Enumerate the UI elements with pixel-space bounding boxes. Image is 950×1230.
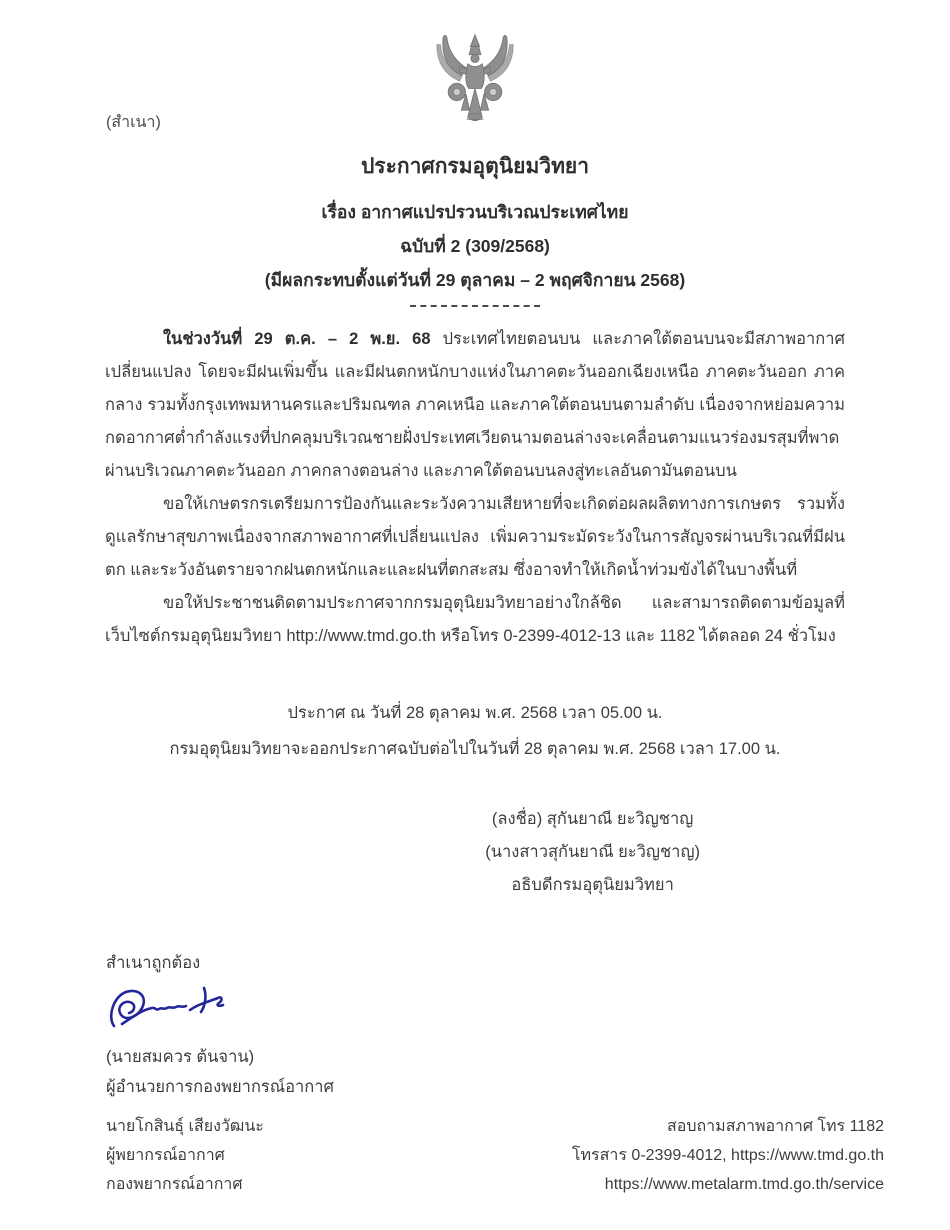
contact-fax-website-line: โทรสาร 0-2399-4012, https://www.tmd.go.th [571, 1147, 884, 1164]
document-subject: เรื่อง อากาศแปรปรวนบริเวณประเทศไทย [321, 202, 629, 222]
document-footer [106, 1112, 884, 1199]
body-paragraph-3: ขอให้ประชาชนติดตามประกาศจากกรมอุตุนิยมวิทยาอย่างใกล้ชิด และสามารถติดตามข้อมูลที่เว็บไซต์กรมอุตุนิยมวิทยา http://www.tmd.go.th หรือโทร 0-2399-4012-13 และ 1182 ได้ตลอด 24 ชั่วโมง [105, 594, 845, 645]
forecaster-position: ผู้พยากรณ์อากาศ [106, 1147, 225, 1164]
document-effective-period: (มีผลกระทบตั้งแต่วันที่ 29 ตุลาคม – 2 พฤศจิกายน 2568) [264, 270, 686, 290]
paragraph-1-date-range: ในช่วงวันที่ 29 ต.ค. – 2 พ.ย. 68 [163, 330, 431, 348]
issued-date-line: ประกาศ ณ วันที่ 28 ตุลาคม พ.ศ. 2568 เวลา 05.00 น. [287, 704, 663, 722]
signer-name: (นางสาวสุกันยาณี ยะวิญชาญ) [485, 843, 700, 861]
body-paragraph-1 [105, 323, 845, 488]
document-issue-number: ฉบับที่ 2 (309/2568) [400, 236, 550, 256]
handwritten-signature-icon [108, 982, 950, 1040]
certifier-position: ผู้อำนวยการกองพยากรณ์อากาศ [106, 1078, 335, 1096]
body-paragraph-2: ขอให้เกษตรกรเตรียมการป้องกันและระวังความเสียหายที่จะเกิดต่อผลผลิตทางการเกษตร รวมทั้งดูแลรักษาสุขภาพเนื่องจากสภาพอากาศที่เปลี่ยนแปลง เพิ่มความระมัดระวังในการสัญจรผ่านบริเวณที่มีฝนตก และระวังอันตรายจากฝนตกหนักและและฝนที่ตกสะสม ซึ่งอาจทำให้เกิดน้ำท่วมขังได้ในบางพื้นที่ [105, 495, 845, 579]
forecaster-name: นายโกสินธุ์ เสียงวัฒนะ [106, 1118, 264, 1135]
header-separator [410, 305, 540, 307]
issued-block [0, 695, 950, 767]
copy-label: (สำเนา) [106, 114, 161, 131]
signer-block [485, 803, 700, 902]
document-header [0, 150, 950, 307]
garuda-emblem-icon [425, 30, 525, 138]
paragraph-1-text: ประเทศไทยตอนบน และภาคใต้ตอนบนจะมีสภาพอากาศเปลี่ยนแปลง โดยจะมีฝนเพิ่มขึ้น และมีฝนตกหนักบางแห่งในภาคตะวันออกเฉียงเหนือ ภาคตะวันออก ภาคกลาง รวมทั้งกรุงเทพมหานครและปริมณฑล ภาคเหนือ และภาคใต้ตอนบนตามลำดับ เนื่องจากหย่อมความกดอากาศต่ำกำลังแรงที่ปกคลุมบริเวณชายฝั่งประเทศเวียดนามตอนล่างจะเคลื่อนตามแนวร่องมรสุมที่พาดผ่านบริเวณภาคตะวันออก ภาคกลางตอนล่าง และภาคใต้ตอนบนลงสู่ทะเลอันดามันตอนบน [105, 330, 845, 480]
certification-block [106, 948, 950, 1102]
document-body [105, 323, 845, 653]
signer-position: อธิบดีกรมอุตุนิยมวิทยา [511, 876, 674, 894]
copy-certified-label: สำเนาถูกต้อง [106, 954, 201, 972]
contact-phone-line: สอบถามสภาพอากาศ โทร 1182 [666, 1118, 884, 1135]
contact-block [572, 1112, 884, 1199]
contact-alert-website-line: https://www.metalarm.tmd.go.th/service [604, 1176, 884, 1193]
forecaster-block [106, 1112, 264, 1199]
forecaster-division: กองพยากรณ์อากาศ [106, 1176, 243, 1193]
signed-by-line: (ลงชื่อ) สุกันยาณี ยะวิญชาญ [491, 810, 694, 828]
certifier-name: (นายสมควร ต้นจาน) [106, 1048, 255, 1066]
document-title: ประกาศกรมอุตุนิยมวิทยา [360, 155, 590, 178]
next-issue-line: กรมอุตุนิยมวิทยาจะออกประกาศฉบับต่อไปในวันที่ 28 ตุลาคม พ.ศ. 2568 เวลา 17.00 น. [169, 740, 781, 758]
